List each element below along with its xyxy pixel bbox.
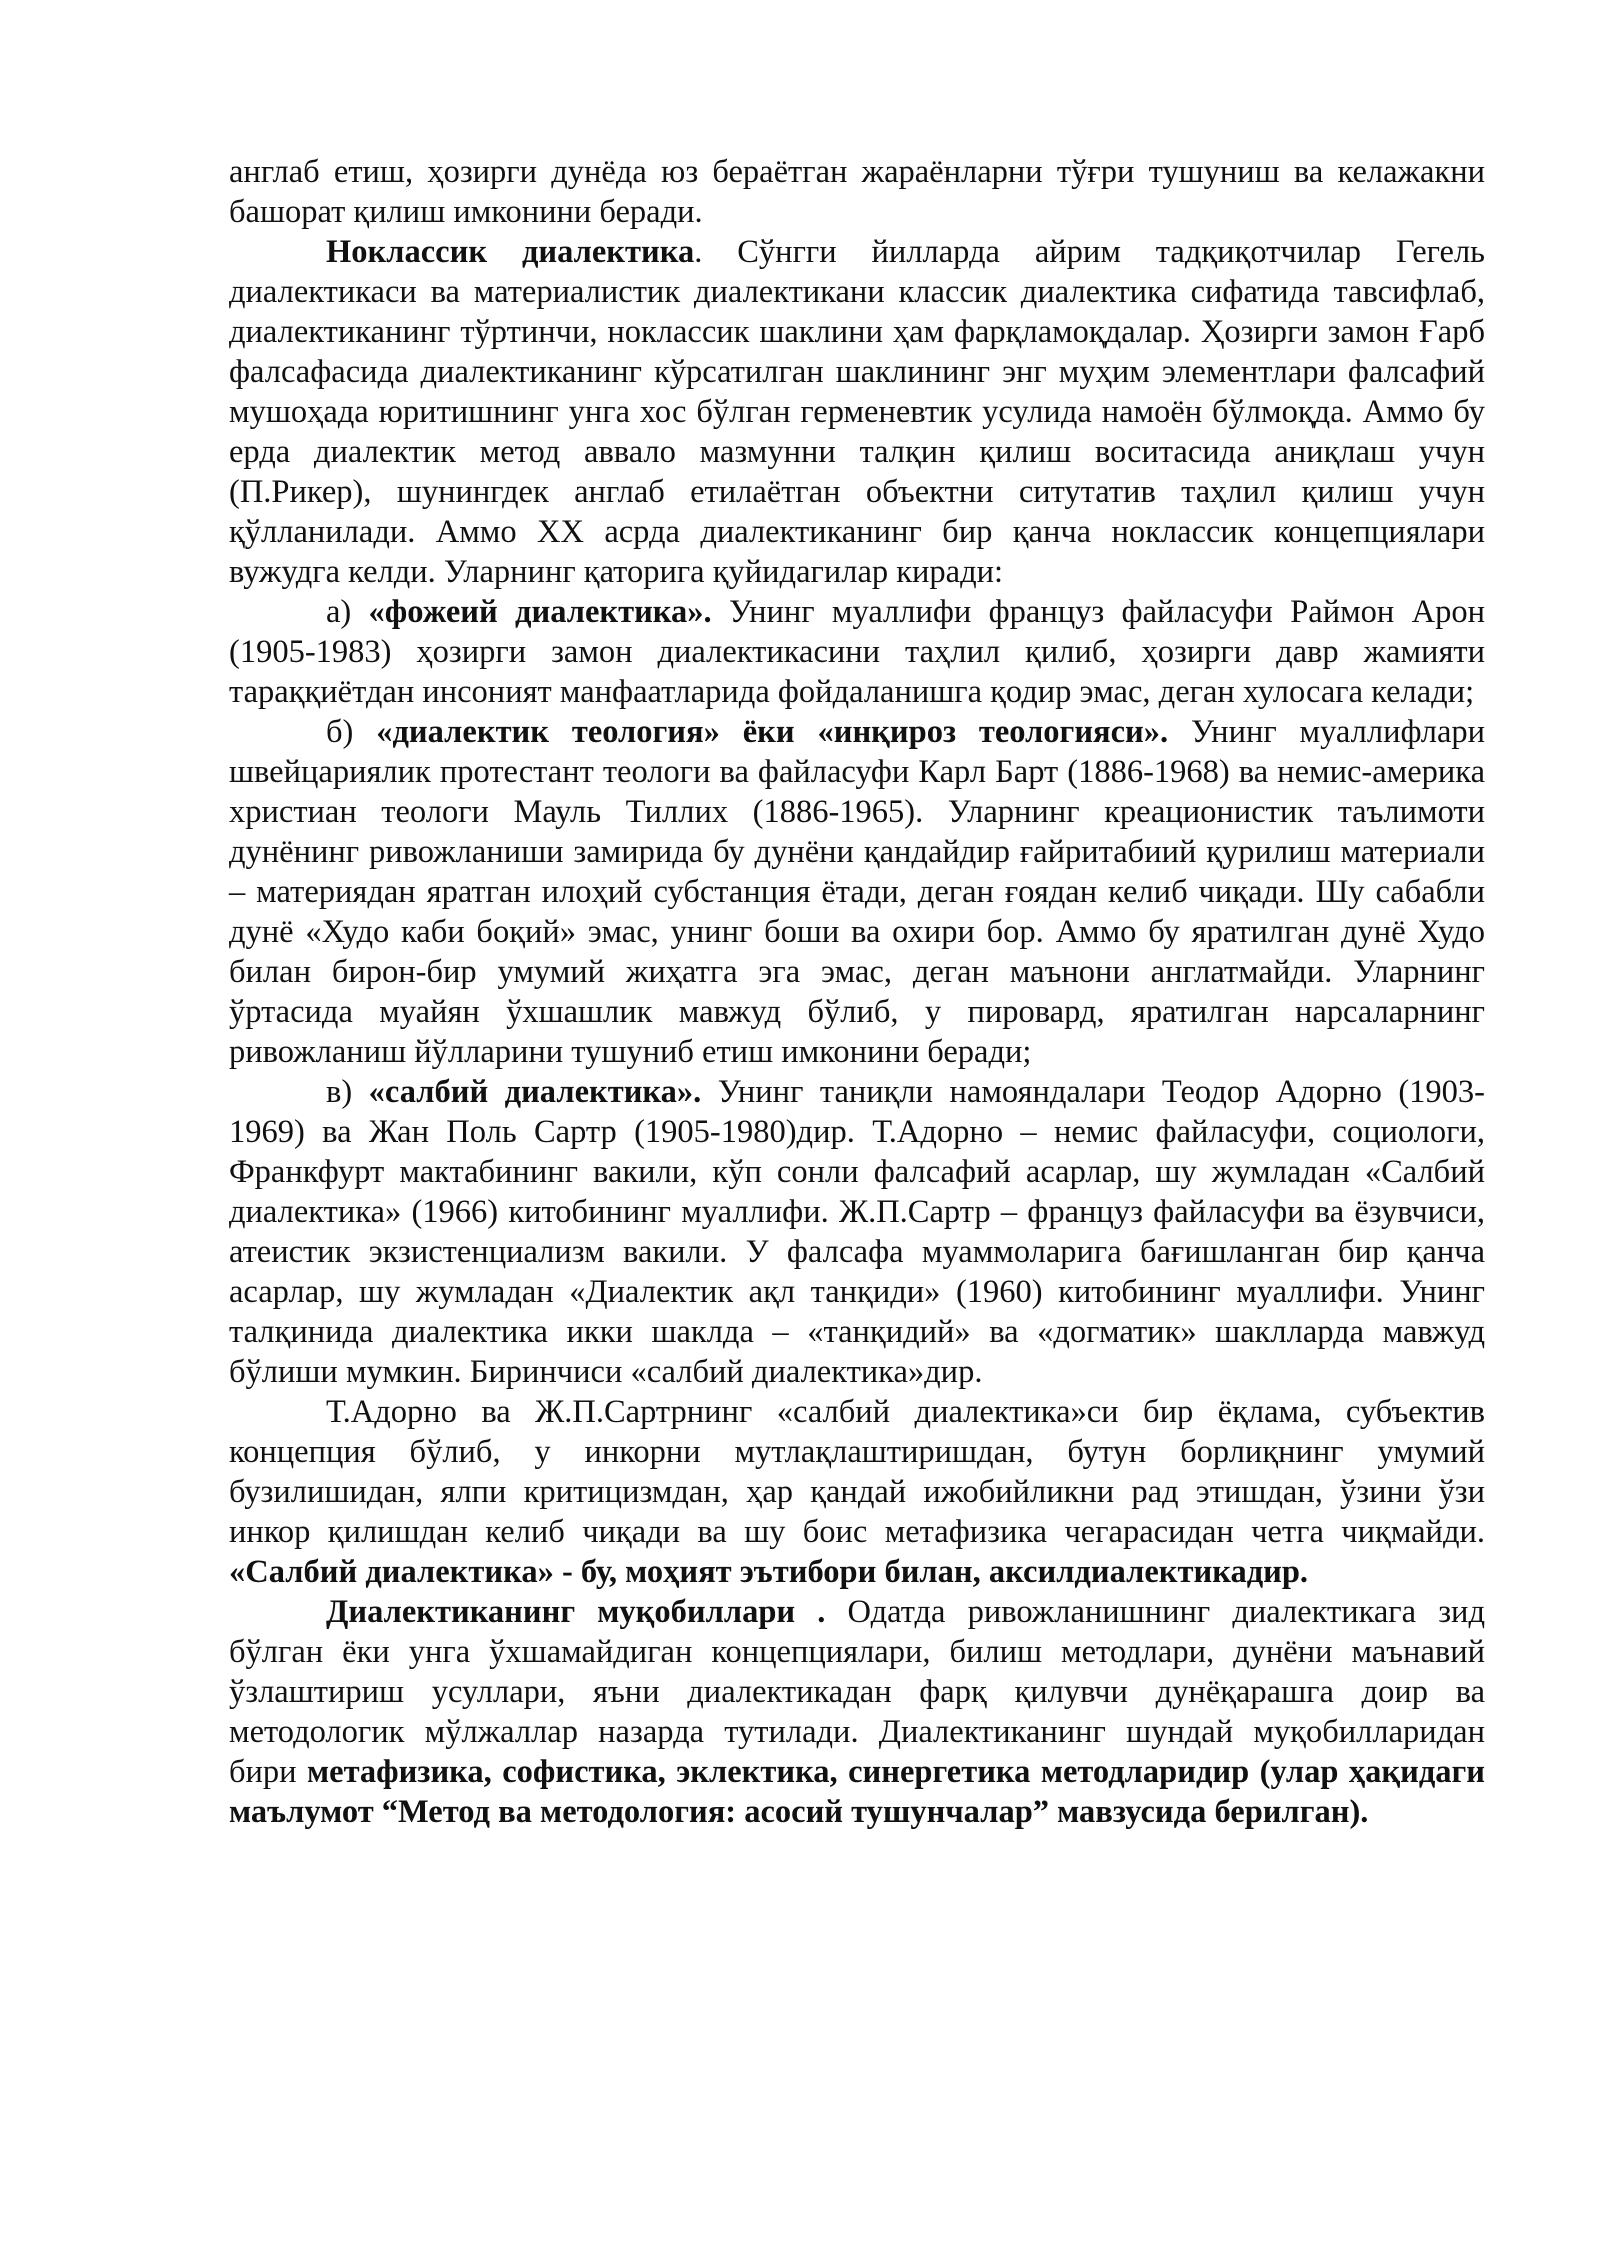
paragraph-text: Т.Адорно ва Ж.П.Сартрнинг «салбий диалектика»си бир ёқлама, субъектив концепция бўлиб, у инкорни мутлақлаштиришдан, бутун борлиқнинг умумий бузилишидан, ялпи критицизмдан, ҳар қандай ижобийликни рад этишдан, ўзини ўзи инкор қилишдан келиб чиқади ва шу боис метафизика чегарасидан четга чиқмайди. (229, 1394, 1485, 1550)
document-page (229, 152, 1485, 1832)
term-tragic-dialectics: «фожеий диалектика». (368, 594, 712, 630)
paragraph-intro-continuation (229, 152, 1485, 232)
paragraph-text: англаб етиш, ҳозирги дунёда юз бераётган жараёнларни тўғри тушуниш ва келажакни башорат қилиш имконини беради. (229, 154, 1485, 230)
list-item-negative-dialectics (229, 1072, 1485, 1392)
paragraph-nonclassical-dialectics (229, 232, 1485, 592)
emphasis-anti-dialectics: «Салбий диалектика» - бу, моҳият эътибори билан, аксилдиалектикадир. (229, 1554, 1309, 1590)
section-heading-alternatives: Диалектиканинг муқобиллари . (326, 1594, 826, 1630)
list-item-tragic-dialectics (229, 592, 1485, 712)
paragraph-text: Унинг таниқли намояндалари Теодор Адорно (1903-1969) ва Жан Поль Сартр (1905-1980)дир. Т.Адорно – немис файласуфи, социологи, Франкфурт мактабининг вакили, кўп сонли фалсафий асарлар, шу жумладан «Салбий диалектика» (1966) китобининг муаллифи. Ж.П.Сартр – француз файласуфи ва ёзувчиси, атеистик экзистенциализм вакили. У фалсафа муаммоларига бағишланган бир қанча асарлар, шу жумладан «Диалектик ақл танқиди» (1960) китобининг муаллифи. Унинг талқинида диалектика икки шаклда – «танқидий» ва «догматик» шаклларда мавжуд бўлиши мумкин. Биринчиси «салбий диалектика»дир. (229, 1074, 1485, 1390)
section-heading-nonclassical-dialectics: Ноклассик диалектика (326, 234, 695, 270)
paragraph-text: Одатда ривожланишнинг диалектикага зид бўлган ёки унга ўхшамайдиган концепциялари, билиш методлари, дунёни маънавий ўзлаштириш усуллари, яъни диалектикадан фарқ қилувчи дунёқарашга доир ва методологик мўлжаллар назарда тутилади. Диалектиканинг шундай муқобилларидан бири (229, 1594, 1485, 1790)
list-item-dialectical-theology (229, 712, 1485, 1072)
list-marker: б) (326, 714, 377, 750)
paragraph-alternatives (229, 1592, 1485, 1832)
paragraph-text: Унинг муаллифлари швейцариялик протестант теологи ва файласуфи Карл Барт (1886-1968) ва немис-америка христиан теологи Мауль Тиллих (1886-1965). Уларнинг креационистик таълимоти дунёнинг ривожланиши замирида бу дунёни қандайдир ғайритабиий қурилиш материали – материядан яратган илоҳий субстанция ётади, деган ғоядан келиб чиқади. Шу сабабли дунё «Худо каби боқий» эмас, унинг боши ва охири бор. Аммо бу яратилган дунё Худо билан бирон-бир умумий жиҳатга эга эмас, деган маънони англатмайди. Уларнинг ўртасида муайян ўхшашлик мавжуд бўлиб, у пировард, яратилган нарсаларнинг ривожланиш йўлларини тушуниб етиш имконини беради; (229, 714, 1486, 1070)
term-dialectical-theology: «диалектик теология» ёки «инқироз теологияси». (376, 714, 1169, 750)
list-marker: а) (326, 594, 369, 630)
paragraph-text: . Сўнгги йилларда айрим тадқиқотчилар Гегель диалектикаси ва материалистик диалектикани классик диалектика сифатида тавсифлаб, диалектиканинг тўртинчи, ноклассик шаклини ҳам фарқламоқдалар. Ҳозирги замон Ғарб фалсафасида диалектиканинг кўрсатилган шаклининг энг муҳим элементлари фалсафий мушоҳада юритишнинг унга хос бўлган герменевтик усулида намоён бўлмоқда. Аммо бу ерда диалектик метод аввало мазмунни талқин қилиш воситасида аниқлаш учун (П.Рикер), шунингдек англаб етилаётган объектни ситутатив таҳлил қилиш учун қўлланилади. Аммо XX асрда диалектиканинг бир қанча ноклассик концепциялари вужудга келди. Уларнинг қаторига қуйидагилар киради: (229, 234, 1485, 590)
paragraph-adorno-sartre (229, 1392, 1485, 1592)
list-marker: в) (326, 1074, 369, 1110)
emphasis-methods-list: метафизика, софистика, эклектика, синергетика методларидир (улар ҳақидаги маълумот “Метод ва методология: асосий тушунчалар” мавзусида берилган). (229, 1754, 1485, 1830)
term-negative-dialectics: «салбий диалектика». (368, 1074, 702, 1110)
paragraph-text: Унинг муаллифи француз файласуфи Раймон Арон (1905-1983) ҳозирги замон диалектикасини таҳлил қилиб, ҳозирги давр жамияти тараққиётдан инсоният манфаатларида фойдаланишга қодир эмас, деган хулосага келади; (229, 594, 1485, 710)
